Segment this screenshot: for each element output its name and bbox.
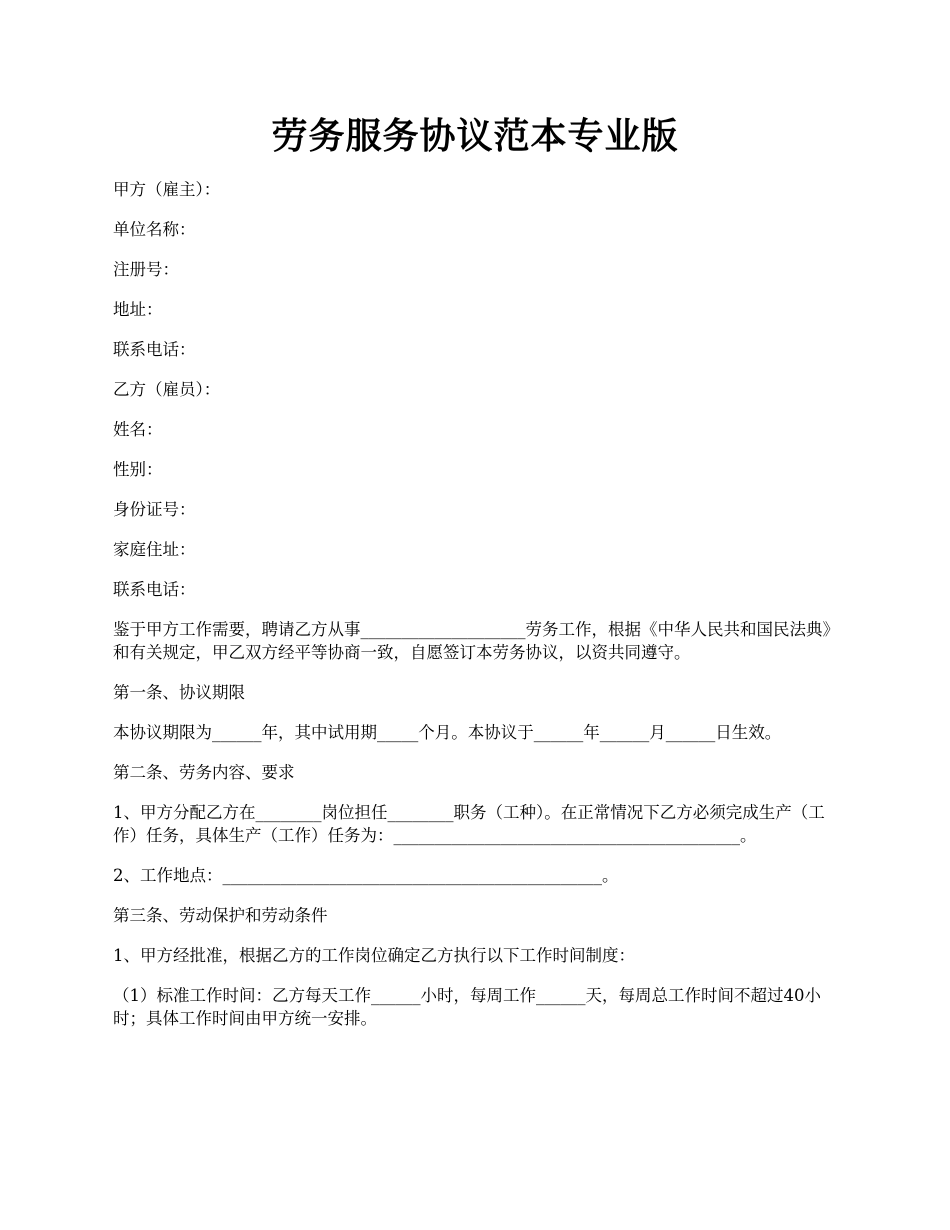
company-name-field: 单位名称： (113, 220, 196, 239)
gender-field: 性别： (113, 460, 163, 479)
id-number-field: 身份证号： (113, 500, 196, 519)
party-a-phone-field: 联系电话： (113, 340, 196, 359)
article-3-clause-1-item-1: （1）标准工作时间：乙方每天工作______小时，每周工作______天，每周总工作时间不超过40小时；具体工作时间由甲方统一安排。 (113, 986, 821, 1028)
document-title: 劳务服务协议范本专业版 (271, 115, 679, 157)
party-a-heading: 甲方（雇主）： (113, 180, 221, 199)
document-body (113, 178, 843, 1047)
article-3-clause-1: 1、甲方经批准，根据乙方的工作岗位确定乙方执行以下工作时间制度： (113, 946, 635, 965)
article-1-term-paragraph: 本协议期限为______年，其中试用期_____个月。本协议于______年______月______日生效。 (113, 723, 782, 742)
address-field: 地址： (113, 300, 163, 319)
article-2-clause-1: 1、甲方分配乙方在________岗位担任________职务（工种）。在正常情况下乙方必须完成生产（工作）任务，具体生产（工作）任务为：__________________________________________。 (113, 803, 825, 845)
name-field: 姓名： (113, 420, 163, 439)
article-2-heading: 第二条、劳务内容、要求 (113, 763, 295, 782)
article-2-clause-2: 2、工作地点：______________________________________________。 (113, 866, 619, 885)
preamble-paragraph: 鉴于甲方工作需要，聘请乙方从事____________________劳务工作，根据《中华人民共和国民法典》和有关规定，甲乙双方经平等协商一致，自愿签订本劳务协议，以资共同遵守。 (113, 620, 839, 662)
party-b-heading: 乙方（雇员）： (113, 380, 221, 399)
article-3-heading: 第三条、劳动保护和劳动条件 (113, 906, 328, 925)
home-address-field: 家庭住址： (113, 540, 196, 559)
registration-number-field: 注册号： (113, 260, 179, 279)
article-1-heading: 第一条、协议期限 (113, 683, 245, 702)
party-b-phone-field: 联系电话： (113, 580, 196, 599)
